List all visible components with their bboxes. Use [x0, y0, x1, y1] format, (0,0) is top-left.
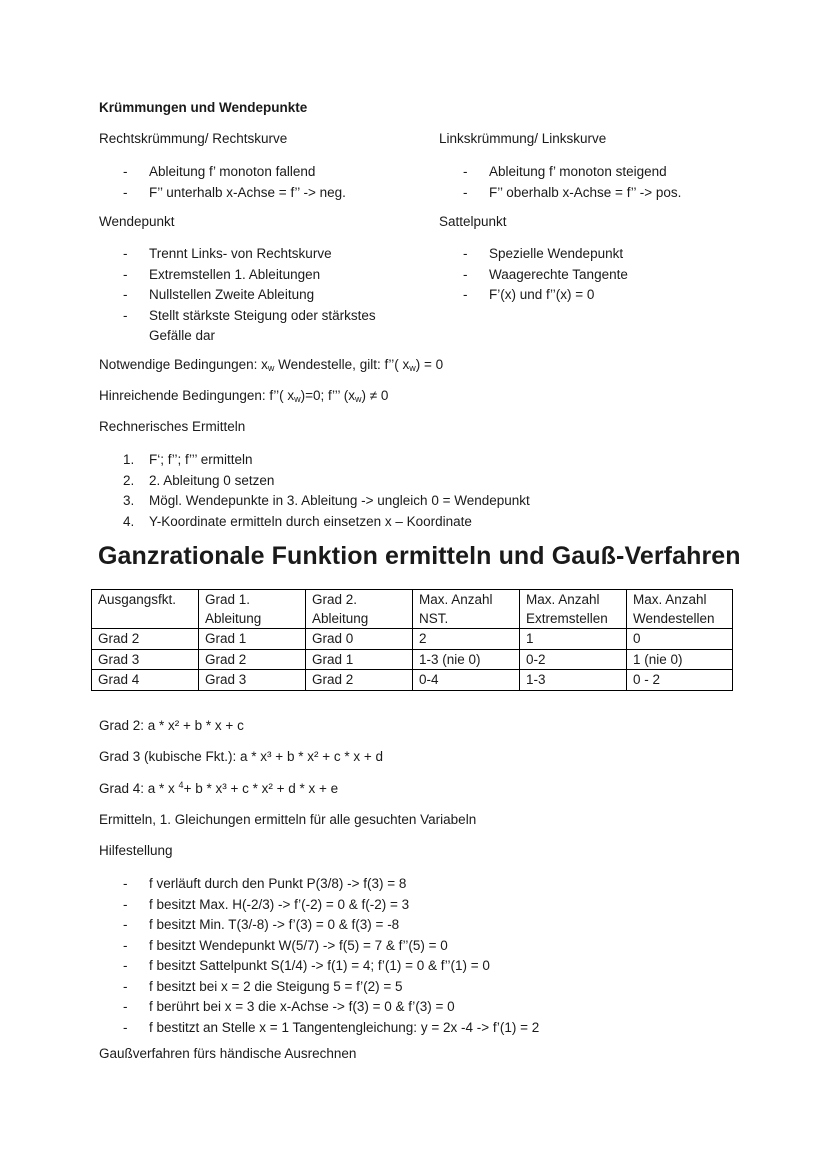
degree-2-formula: Grad 2: a * x² + b * x + c [99, 718, 244, 733]
table-cell: 1 (nie 0) [627, 649, 733, 670]
list-item: 2. 2. Ableitung 0 setzen [123, 472, 275, 488]
list-item: - Ableitung f’ monoton fallend [123, 164, 316, 179]
list-item: - f besitzt Wendepunkt W(5/7) -> f(5) = 7 & f’’(5) = 0 [123, 937, 448, 953]
necessary-condition: Notwendige Bedingungen: $x_w$ Wendestelle, gilt: f’’( $x_w) = 0$ [99, 357, 444, 373]
list-item: 1. F‘; f’’; f’’’ ermitteln [123, 452, 253, 467]
right-curve-list [123, 162, 346, 203]
saddle-list [463, 244, 628, 306]
list-item: - F’’ unterhalb x-Achse = f’’ -> neg. [123, 184, 346, 200]
table-cell: Grad 3 [92, 649, 199, 670]
table-row [92, 629, 733, 650]
list-item: - f bestitzt an Stelle x = 1 Tangentengleichung: y = 2x -4 -> f’(1) = 2 [123, 1019, 540, 1035]
table-cell: 1-3 (nie 0) [413, 649, 520, 670]
list-item: - f besitzt Min. T(3/-8) -> f’(3) = 0 & f(3) = -8 [123, 917, 400, 932]
list-item: - Spezielle Wendepunkt [463, 246, 624, 261]
main-heading: Ganzrationale Funktion ermitteln und Gauß-Verfahren [98, 542, 741, 570]
saddle-title: Sattelpunkt [439, 214, 507, 229]
table-cell: 0-2 [520, 649, 627, 670]
list-item: - Trennt Links- von Rechtskurve [123, 246, 332, 261]
list-item: - F’(x) und f’’(x) = 0 [463, 287, 595, 302]
list-item: - f besitzt bei x = 2 die Steigung 5 = f’(2) = 5 [123, 978, 403, 994]
table-row [92, 670, 733, 691]
help-list [123, 874, 540, 1038]
table-header-cell: Max. Anzahl NST. [413, 590, 520, 629]
list-item: - Extremstellen 1. Ableitungen [123, 266, 321, 282]
left-curve-list [463, 162, 682, 203]
list-item: - f verläuft durch den Punkt P(3/8) -> f(3) = 8 [123, 876, 407, 891]
table-header-row [92, 590, 733, 629]
degree-4-formula: Grad 4: a * x $^4$+ b * x³ + c * x² + d * x + e [99, 780, 339, 796]
list-item: 4. Y-Koordinate ermitteln durch einsetzen x – Koordinate [123, 513, 472, 529]
table-cell: 1 [520, 629, 627, 650]
list-item: - Stellt stärkste Steigung oder stärkstes Gefälle dar [123, 307, 376, 343]
inflection-list [123, 244, 409, 347]
table-cell: 0 [627, 629, 733, 650]
list-item: - Ableitung f’ monoton steigend [463, 164, 667, 179]
table-cell: Grad 3 [199, 670, 306, 691]
section-heading: Krümmungen und Wendepunkte [99, 100, 308, 115]
gauss-text: Gaußverfahren fürs händische Ausrechnen [99, 1046, 357, 1061]
table-header-cell: Grad 1. Ableitung [199, 590, 306, 629]
list-item: 3. Mögl. Wendepunkte in 3. Ableitung -> ungleich 0 = Wendepunkt [123, 493, 530, 508]
left-curve-title: Linkskrümmung/ Linkskurve [439, 131, 607, 146]
calculation-title: Rechnerisches Ermitteln [99, 419, 246, 434]
right-curve-title: Rechtskrümmung/ Rechtskurve [99, 131, 288, 146]
sufficient-condition: Hinreichende Bedingungen: f’’( $x_w)=0$; f’’’ $(x_w) \ne 0$ [99, 388, 389, 404]
inflection-title: Wendepunkt [99, 214, 175, 229]
table-header-cell: Max. Anzahl Extremstellen [520, 590, 627, 629]
table-cell: 0 - 2 [627, 670, 733, 691]
determine-text: Ermitteln, 1. Gleichungen ermitteln für alle gesuchten Variabeln [99, 812, 477, 827]
list-item: - Nullstellen Zweite Ableitung [123, 287, 315, 302]
table-cell: 0-4 [413, 670, 520, 691]
table-header-cell: Max. Anzahl Wendestellen [627, 590, 733, 629]
list-item: - F’’ oberhalb x-Achse = f’’ -> pos. [463, 184, 682, 200]
list-item: - f besitzt Max. H(-2/3) -> f’(-2) = 0 & f(-2) = 3 [123, 896, 410, 912]
list-item: - Waagerechte Tangente [463, 266, 628, 282]
table-cell: Grad 4 [92, 670, 199, 691]
table-cell: 2 [413, 629, 520, 650]
calculation-steps [123, 450, 530, 532]
degree-3-formula: Grad 3 (kubische Fkt.): a * x³ + b * x² + c * x + d [99, 749, 383, 764]
list-item: - f besitzt Sattelpunkt S(1/4) -> f(1) = 4; f’(1) = 0 & f’’(1) = 0 [123, 958, 490, 973]
table-header-cell: Grad 2. Ableitung [306, 590, 413, 629]
table-cell: Grad 1 [306, 649, 413, 670]
degree-table [91, 589, 733, 691]
table-cell: Grad 0 [306, 629, 413, 650]
table-cell: Grad 1 [199, 629, 306, 650]
table-row [92, 649, 733, 670]
table-cell: Grad 2 [92, 629, 199, 650]
help-title: Hilfestellung [99, 843, 173, 858]
list-item: - f berührt bei x = 3 die x-Achse -> f(3) = 0 & f’(3) = 0 [123, 999, 455, 1014]
table-header-cell: Ausgangsfkt. [92, 590, 199, 629]
table-cell: Grad 2 [199, 649, 306, 670]
table-cell: Grad 2 [306, 670, 413, 691]
table-cell: 1-3 [520, 670, 627, 691]
